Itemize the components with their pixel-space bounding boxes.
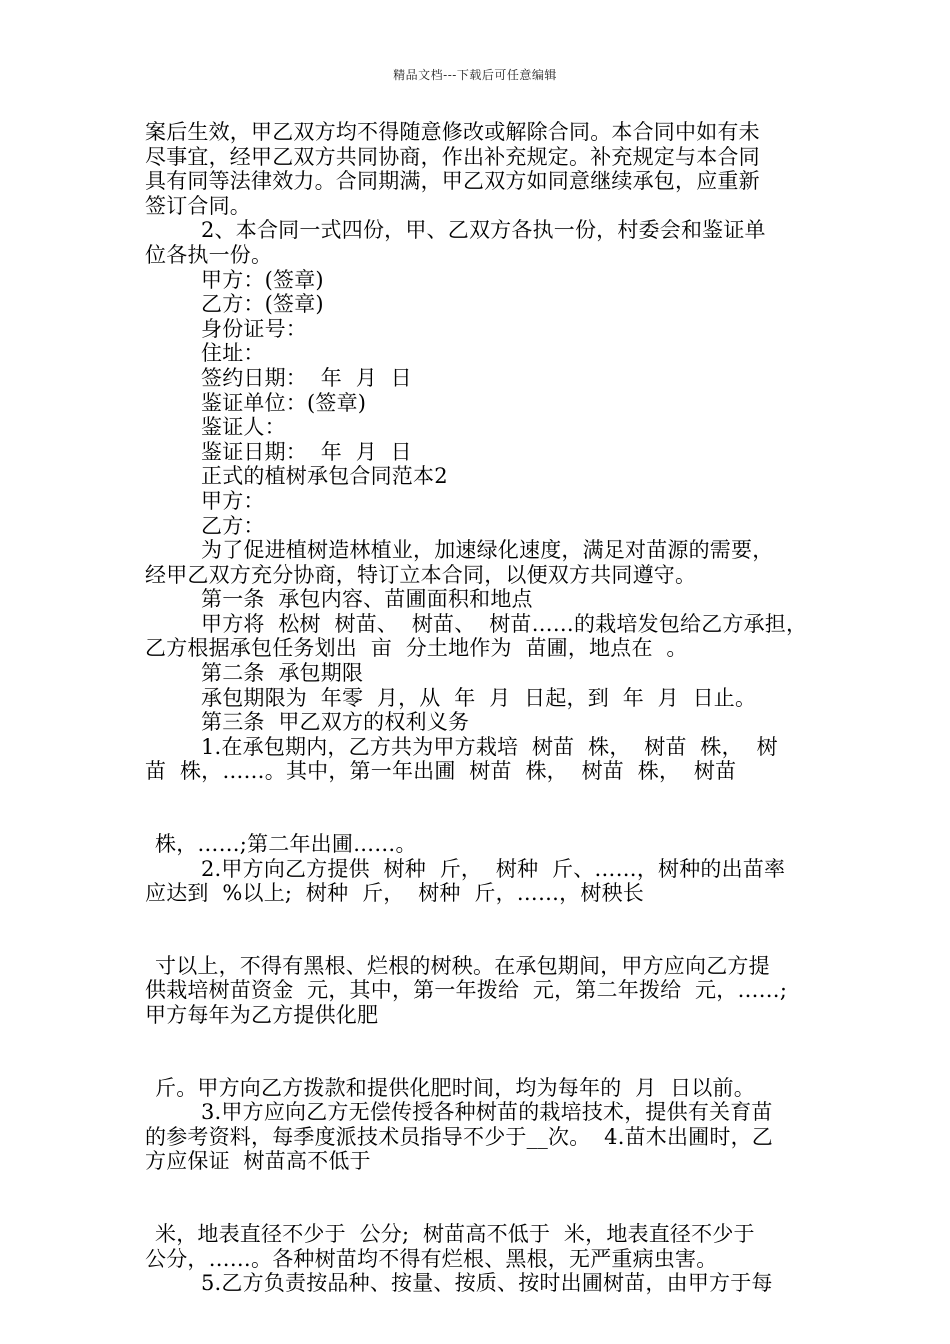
paragraph <box>145 120 815 218</box>
text-line: 斤。甲方向乙方拨款和提供化肥时间，均为每年的 月 日以前。 <box>155 1075 755 1100</box>
spacer <box>145 784 815 832</box>
article-heading: 第一条 承包内容、苗圃面积和地点 <box>201 587 533 612</box>
spacer <box>145 906 815 954</box>
text-line: 苗 株，……。其中，第一年出圃 树苗 株， 树苗 株， 树苗 <box>145 759 737 784</box>
signature-party-b: 乙方：(签章) <box>201 292 324 317</box>
text-line: 具有同等法律效力。合同期满，甲乙双方如同意继续承包，应重新 <box>145 169 760 194</box>
text-line: 2.甲方向乙方提供 树种 斤， 树种 斤、……，树种的出苗率 <box>201 856 786 881</box>
text-line: 2、本合同一式四份，甲、乙双方各执一份，村委会和鉴证单 <box>201 218 766 243</box>
paragraph <box>145 538 815 587</box>
text-line: 株，……;第二年出圃……。 <box>155 832 417 857</box>
paragraph <box>145 218 815 267</box>
text-line: 承包期限为 年零 月，从 年 月 日起，到 年 月 日止。 <box>201 685 757 710</box>
paragraph <box>145 735 815 784</box>
id-number-field: 身份证号： <box>201 316 307 341</box>
text-line: 米，地表直径不少于 公分; 树苗高不低于 米，地表直径不少于 <box>155 1221 755 1246</box>
paragraph <box>145 612 815 661</box>
paragraph <box>145 857 815 906</box>
text-line: 甲方将 松树 树苗、 树苗、 树苗……的栽培发包给乙方承担， <box>201 611 808 636</box>
spacer <box>145 1028 815 1076</box>
attestation-date-field: 鉴证日期： 年 月 日 <box>201 439 412 464</box>
text-line: 尽事宜，经甲乙双方共同协商，作出补充规定。补充规定与本合同 <box>145 144 760 169</box>
page-header: 精品文档---下载后可任意编辑 <box>393 68 557 82</box>
attestation-unit-field: 鉴证单位：(签章) <box>201 390 367 415</box>
text-line: 乙方根据承包任务划出 亩 分土地作为 苗圃，地点在 。 <box>145 636 688 661</box>
text-line: 寸以上，不得有黑根、烂根的树秧。在承包期间，甲方应向乙方提 <box>155 953 770 978</box>
paragraph <box>145 1100 815 1174</box>
article-heading: 第二条 承包期限 <box>201 661 364 686</box>
paragraph <box>145 1222 815 1271</box>
text-line: 方应保证 树苗高不低于 <box>145 1149 371 1174</box>
text-line: 经甲乙双方充分协商，特订立本合同，以便双方共同遵守。 <box>145 562 697 587</box>
signing-date-field: 签约日期： 年 月 日 <box>201 365 412 390</box>
text-line: 3.甲方应向乙方无偿传授各种树苗的栽培技术，提供有关育苗 <box>201 1100 773 1125</box>
text-line: 1.在承包期内，乙方共为甲方栽培 树苗 株， 树苗 株， 树 <box>201 734 778 759</box>
section-title: 正式的植树承包合同范本2 <box>201 464 448 489</box>
text-line: 公分，……。各种树苗均不得有烂根、黑根，无严重病虫害。 <box>145 1246 718 1271</box>
text-line: 签订合同。 <box>145 193 251 218</box>
text-line: 案后生效，甲乙双方均不得随意修改或解除合同。本合同中如有未 <box>145 120 760 144</box>
text-line: 应达到 %以上; 树种 斤， 树种 斤，……，树秧长 <box>145 881 644 906</box>
paragraph <box>145 954 815 1028</box>
text-line: 的参考资料，每季度派技术员指导不少于__次。 4.苗木出圃时，乙 <box>145 1124 773 1149</box>
party-b-label: 乙方： <box>201 513 265 538</box>
text-line: 甲方每年为乙方提供化肥 <box>145 1003 379 1027</box>
text-line: 5.乙方负责按品种、按量、按质、按时出圃树苗，由甲方于每 <box>201 1271 773 1296</box>
address-field: 住址： <box>201 341 265 366</box>
party-a-label: 甲方： <box>201 488 265 513</box>
spacer <box>145 1174 815 1222</box>
document-body <box>145 120 815 1296</box>
signature-party-a: 甲方：(签章) <box>201 267 324 292</box>
attestor-field: 鉴证人： <box>201 415 286 440</box>
text-line: 位各执一份。 <box>145 242 273 267</box>
text-line: 供栽培树苗资金 元，其中，第一年拨给 元，第二年拨给 元，……; <box>145 978 788 1003</box>
article-heading: 第三条 甲乙双方的权利义务 <box>201 710 470 735</box>
text-line: 为了促进植树造林植业，加速绿化速度，满足对苗源的需要， <box>201 538 774 563</box>
